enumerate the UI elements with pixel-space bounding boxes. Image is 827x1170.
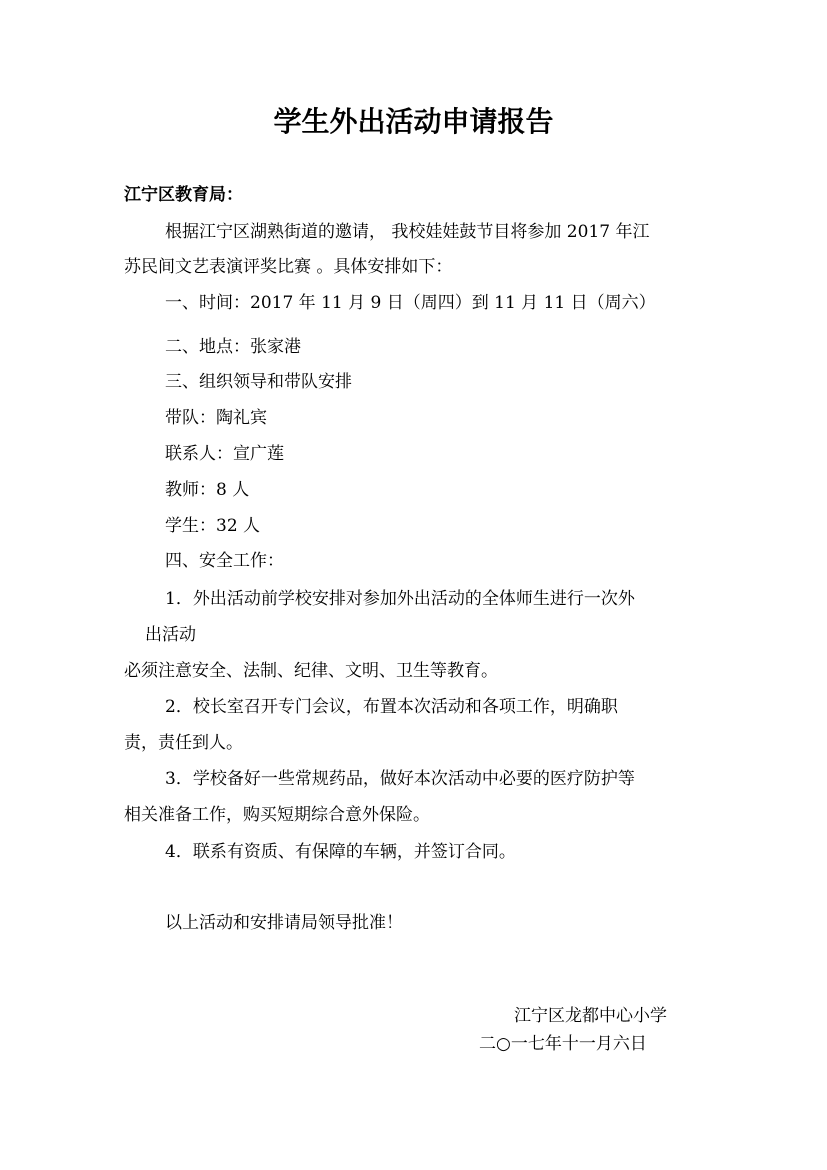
safety-heading: 四、安全工作： bbox=[165, 551, 284, 571]
teachers-line: 教师：8 人 bbox=[165, 480, 250, 500]
place-line: 二、地点：张家港 bbox=[165, 337, 301, 357]
addressee: 江宁区教育局： bbox=[124, 185, 243, 205]
time-line: 一、时间：2017 年 11 月 9 日（周四）到 11 月 11 日（周六） bbox=[165, 293, 656, 313]
safety-item-1-line-1: 1．外出活动前学校安排对参加外出活动的全体师生进行一次外 bbox=[165, 589, 635, 609]
safety-item-2-line-1: 2．校长室召开专门会议，布置本次活动和各项工作，明确职 bbox=[165, 697, 618, 717]
intro-line-1: 根据江宁区湖熟街道的邀请， 我校娃娃鼓节目将参加 2017 年江 bbox=[165, 222, 650, 242]
safety-item-3-line-2: 相关准备工作，购买短期综合意外保险。 bbox=[124, 805, 430, 825]
signature-organization: 江宁区龙都中心小学 bbox=[514, 1006, 667, 1026]
safety-item-2-line-2: 责，责任到人。 bbox=[124, 733, 243, 753]
document-title: 学生外出活动申请报告 bbox=[273, 105, 554, 138]
safety-item-3-line-1: 3．学校备好一些常规药品，做好本次活动中必要的医疗防护等 bbox=[165, 769, 635, 789]
contact-line: 联系人：宣广莲 bbox=[165, 444, 284, 464]
intro-line-2: 苏民间文艺表演评奖比赛 。具体安排如下： bbox=[124, 257, 453, 277]
signature-date: 二○一七年十一月六日 bbox=[479, 1034, 647, 1054]
safety-item-1-line-2: 出活动 bbox=[145, 625, 196, 645]
safety-item-1-line-3: 必须注意安全、法制、纪律、文明、卫生等教育。 bbox=[124, 661, 498, 681]
safety-item-4-line-1: 4．联系有资质、有保障的车辆，并签订合同。 bbox=[165, 842, 516, 862]
leader-line: 带队：陶礼宾 bbox=[165, 408, 267, 428]
organization-heading: 三、组织领导和带队安排 bbox=[165, 372, 352, 392]
closing-request: 以上活动和安排请局领导批准！ bbox=[165, 913, 403, 933]
students-line: 学生：32 人 bbox=[165, 516, 261, 536]
